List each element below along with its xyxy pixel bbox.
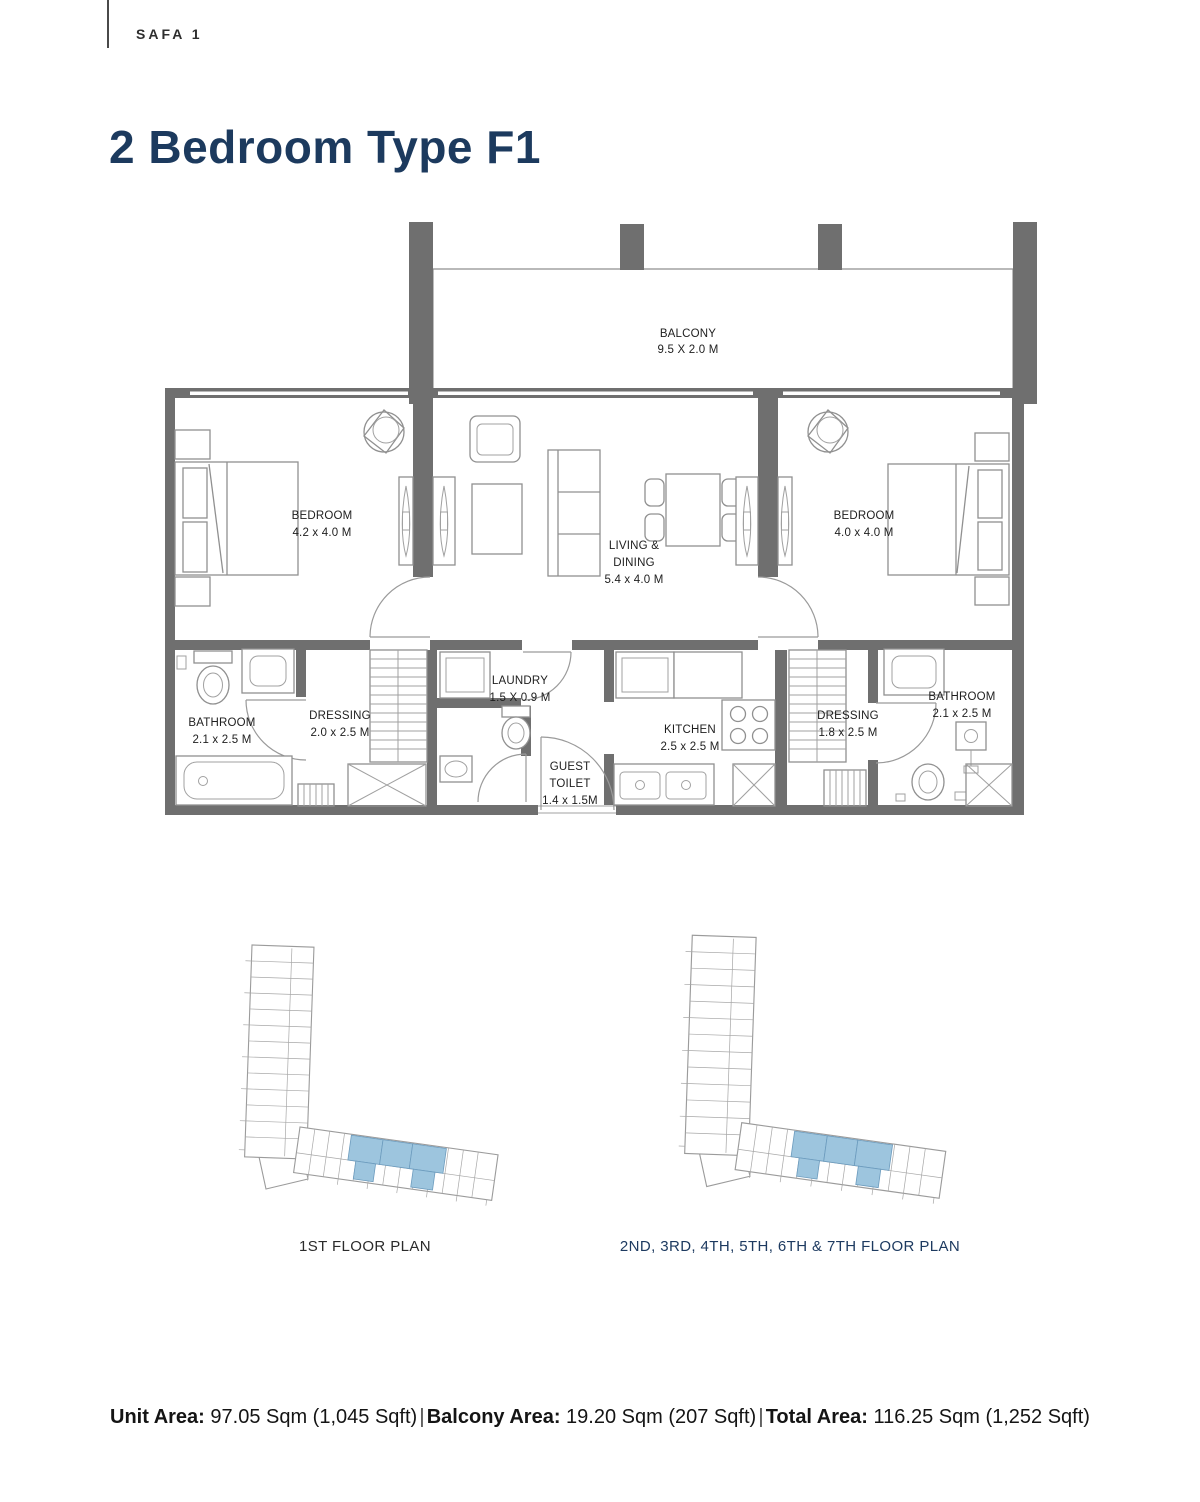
guest-toilet-fixtures	[440, 706, 530, 782]
laundry-fixtures	[440, 652, 490, 698]
dining-chair	[645, 514, 664, 541]
living-dims: 5.4 x 4.0 M	[604, 574, 664, 586]
bathtub	[176, 756, 292, 805]
pillow	[183, 468, 207, 518]
keyplan-floors2-7	[679, 935, 946, 1204]
guest-toilet-door-arc	[478, 754, 526, 802]
stove	[722, 700, 775, 750]
tv-unit	[736, 477, 758, 565]
main-floorplan	[150, 205, 1050, 830]
balcony-label: BALCONY	[659, 328, 717, 340]
pillow	[978, 522, 1002, 570]
bedroom2-dims: 4.0 x 4.0 M	[834, 527, 894, 539]
bedroom2-furniture	[888, 433, 1009, 605]
brand-text: SAFA 1	[136, 26, 203, 42]
bathroom1-dims: 2.1 x 2.5 M	[192, 734, 252, 746]
bathroom2-label: BATHROOM	[928, 691, 996, 703]
bathroom2-door-arc	[876, 703, 936, 763]
bedroom2-door-arc	[758, 577, 818, 637]
column	[620, 224, 644, 270]
total-area: Total Area: 116.25 Sqm (1,252 Sqft)	[765, 1406, 1090, 1428]
kitchen-label: KITCHEN	[664, 724, 716, 736]
wardrobe	[778, 477, 792, 565]
wardrobe	[399, 477, 413, 565]
counter	[674, 652, 742, 698]
sofa	[548, 450, 600, 576]
shoe-rack	[824, 770, 866, 806]
dressing2-dims: 1.8 x 2.5 M	[818, 727, 878, 739]
doors	[246, 577, 936, 810]
living-label-2: DINING	[613, 557, 655, 569]
laundry-label: LAUNDRY	[491, 675, 549, 687]
laundry-dims: 1.5 X 0.9 M	[489, 692, 551, 704]
bedroom1-door-arc	[370, 577, 430, 637]
shaft	[966, 764, 1012, 806]
separator: |	[419, 1406, 425, 1428]
unit-area: Unit Area: 97.05 Sqm (1,045 Sqft)	[110, 1406, 418, 1428]
side-table	[472, 484, 522, 554]
toilet-tank	[194, 651, 232, 663]
ceiling-fan	[808, 410, 848, 453]
bedroom1-label: BEDROOM	[291, 510, 353, 522]
guest-toilet-dims: 1.4 x 1.5M	[542, 795, 598, 807]
fridge	[616, 652, 674, 698]
brand-rule	[107, 0, 109, 48]
column	[818, 224, 842, 270]
dining-chair	[645, 479, 664, 506]
ceiling-fan	[364, 410, 404, 453]
separator: |	[758, 1406, 764, 1428]
keyplan2-label: 2ND, 3RD, 4TH, 5TH, 6TH & 7TH FLOOR PLAN	[619, 1238, 961, 1255]
shoe-rack	[298, 784, 334, 806]
keyplan1-label: 1ST FLOOR PLAN	[298, 1238, 432, 1255]
shaft	[733, 764, 775, 806]
nightstand	[975, 577, 1009, 605]
balcony-dims: 9.5 X 2.0 M	[657, 344, 719, 356]
guest-toilet-label-1: GUEST	[549, 761, 591, 773]
bathroom1-door-arc	[246, 700, 306, 760]
bedroom2-label: BEDROOM	[833, 510, 895, 522]
dressing1-label: DRESSING	[309, 710, 371, 722]
toilet	[197, 666, 229, 704]
bathroom2-dims: 2.1 x 2.5 M	[932, 708, 992, 720]
washing-machine	[440, 652, 490, 698]
dressing2-label: DRESSING	[817, 710, 879, 722]
balcony-area: Balcony Area: 19.20 Sqm (207 Sqft)	[426, 1406, 757, 1428]
nightstand	[975, 433, 1009, 461]
bathroom2-fixtures	[884, 649, 1012, 806]
nightstand	[175, 577, 210, 606]
column	[409, 222, 433, 404]
dressing1-dims: 2.0 x 2.5 M	[310, 727, 370, 739]
key-plans	[230, 925, 960, 1220]
balcony-structure	[409, 222, 1037, 404]
toilet	[912, 764, 944, 800]
pillow	[978, 470, 1002, 518]
area-summary	[110, 1406, 1090, 1429]
keyplan-floor1	[239, 945, 498, 1207]
bedroom1-dims: 4.2 x 4.0 M	[292, 527, 352, 539]
page-title: 2 Bedroom Type F1	[109, 121, 541, 173]
column	[1013, 222, 1037, 404]
wardrobe	[433, 477, 455, 565]
pillow	[183, 522, 207, 572]
shower	[956, 722, 986, 773]
toilet	[502, 717, 530, 749]
guest-toilet-label-2: TOILET	[549, 778, 591, 790]
toilet-tank	[502, 706, 530, 717]
dining-table	[666, 474, 720, 546]
bathroom1-label: BATHROOM	[188, 717, 256, 729]
nightstand	[175, 430, 210, 459]
shaft	[348, 764, 426, 806]
living-label-1: LIVING &	[608, 540, 660, 552]
kitchen-dims: 2.5 x 2.5 M	[660, 741, 720, 753]
